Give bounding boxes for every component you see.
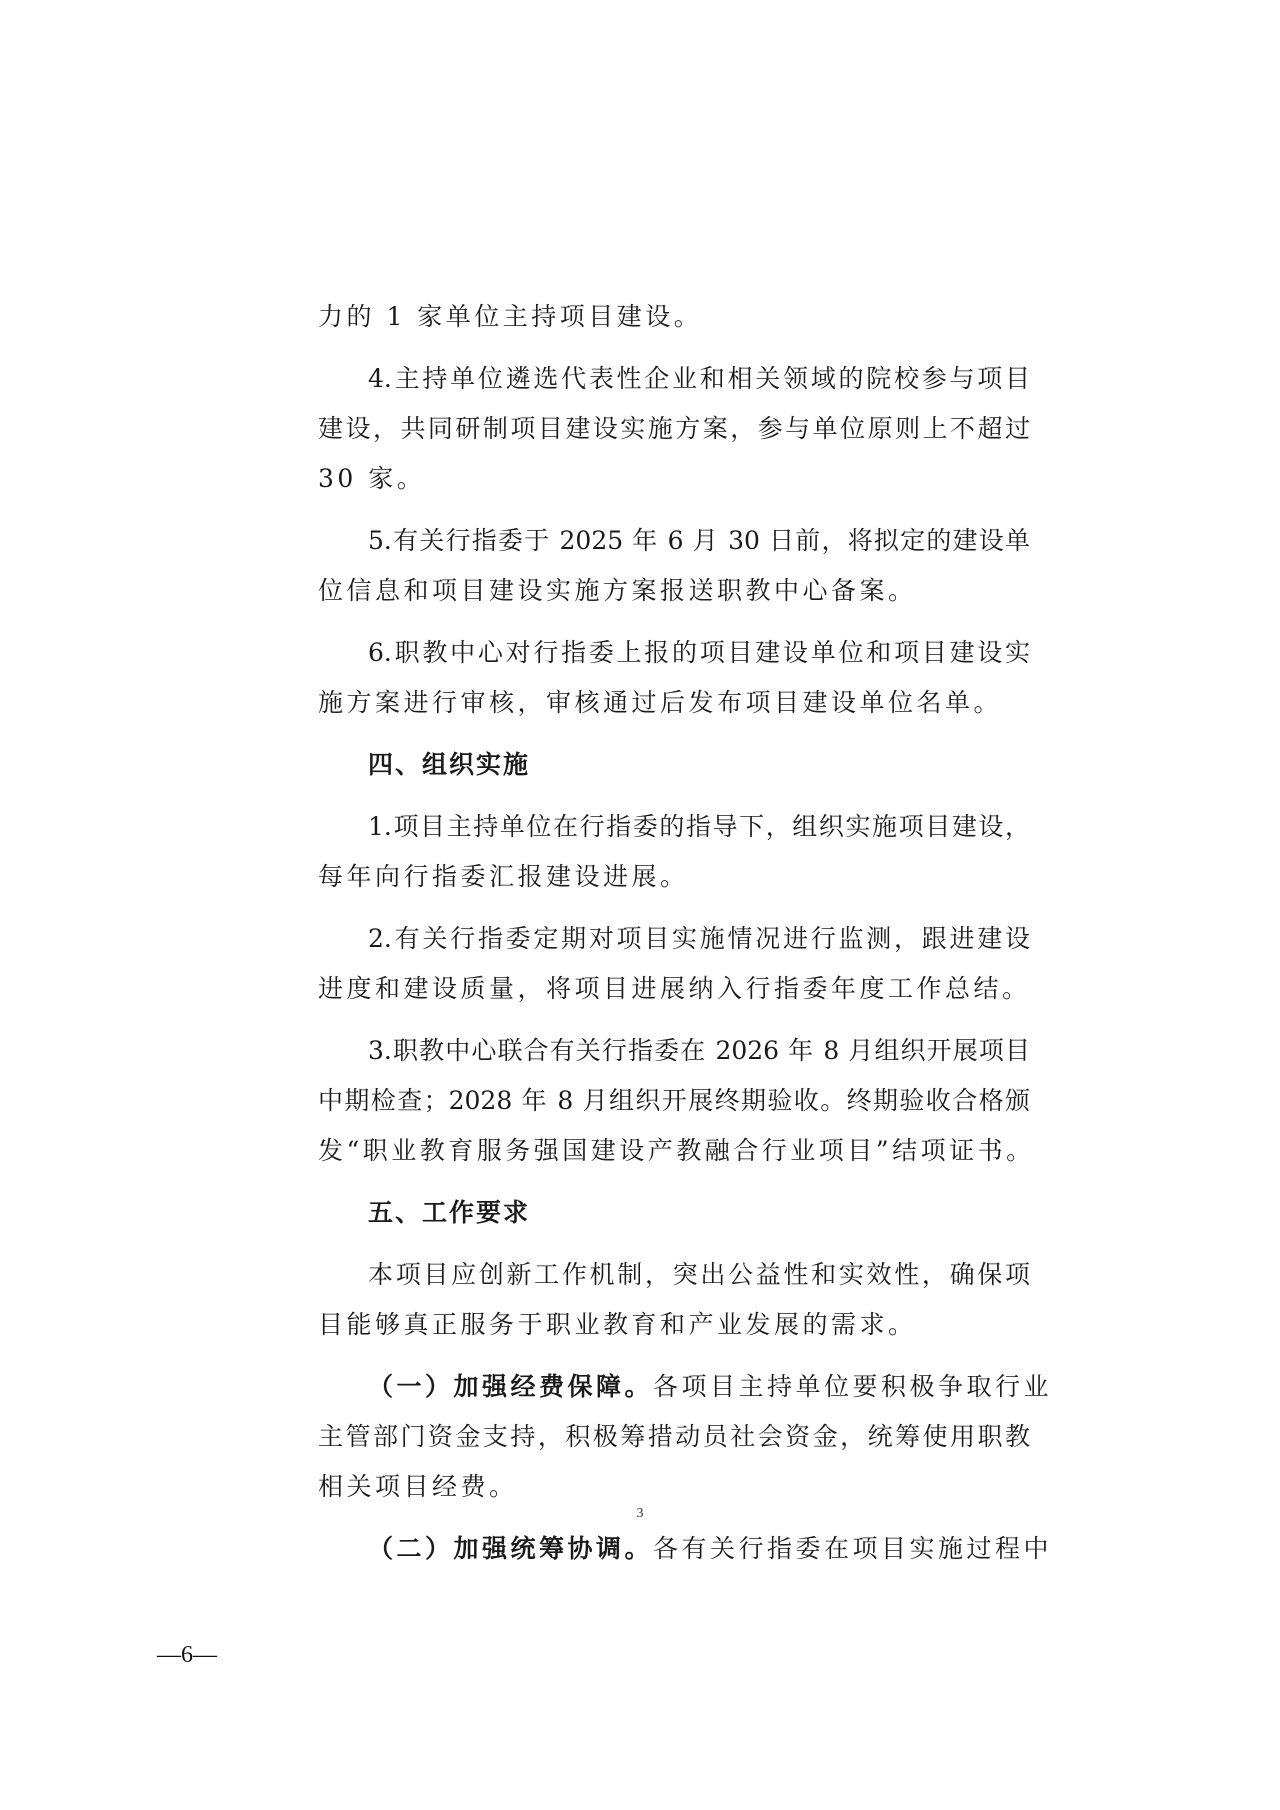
outer-page-number: —6— [157,1642,217,1668]
text-line: 中期检查；2028 年 8 月组织开展终期验收。终期验收合格颁 [318,1086,1030,1115]
text-line [318,1524,1053,1574]
subsection-heading: （二）加强统筹协调。 [368,1534,654,1563]
text-line: 目能够真正服务于职业教育和产业发展的需求。 [318,1310,917,1339]
text-line: 3.职教中心联合有关行指委在 2026 年 8 月组织开展项目 [368,1036,1030,1065]
text-line: 4.主持单位遴选代表性企业和相关领域的院校参与项目 [368,364,1030,393]
text-line: 30 家。 [318,464,426,493]
text-line: 5.有关行指委于 2025 年 6 月 30 日前，将拟定的建设单 [368,526,1030,555]
text-line: 每年向行指委汇报建设进展。 [318,862,689,891]
text-line: 建设，共同研制项目建设实施方案，参与单位原则上不超过 [318,414,1030,443]
text-line: 位信息和项目建设实施方案报送职教中心备案。 [318,576,917,605]
text-line: 相关项目经费。 [318,1472,518,1501]
document-body [318,292,1053,1574]
text-line [318,1362,1053,1412]
text-line: 本项目应创新工作机制，突出公益性和实效性，确保项 [368,1260,1030,1289]
text-line: 2.有关行指委定期对项目实施情况进行监测，跟进建设 [368,924,1030,953]
text-line: 进度和建设质量，将项目进展纳入行指委年度工作总结。 [318,974,1031,1003]
text-line: 6.职教中心对行指委上报的项目建设单位和项目建设实 [368,638,1030,667]
text-line: 施方案进行审核，审核通过后发布项目建设单位名单。 [318,688,1003,717]
section-heading: 五、工作要求 [368,1198,531,1227]
text-line: 发“职业教育服务强国建设产教融合行业项目”结项证书。 [318,1136,1035,1165]
inner-page-number: 3 [636,1506,644,1521]
text-run: 各项目主持单位要积极争取行业 [653,1372,1053,1401]
text-line: 主管部门资金支持，积极筹措动员社会资金，统筹使用职教 [318,1422,1030,1451]
section-heading: 四、组织实施 [368,750,531,779]
subsection-heading: （一）加强经费保障。 [368,1372,654,1401]
text-line: 1.项目主持单位在行指委的指导下，组织实施项目建设， [368,812,1030,841]
text-run: 各有关行指委在项目实施过程中 [653,1534,1053,1563]
text-line: 力的 1 家单位主持项目建设。 [318,302,703,331]
